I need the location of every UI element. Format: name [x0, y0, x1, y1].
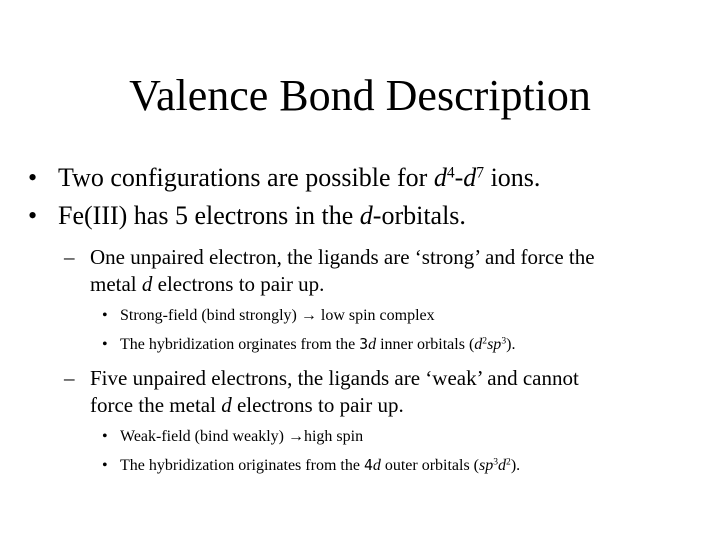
bullet-marker: •: [28, 163, 38, 192]
number: 4: [363, 457, 373, 474]
text: Two configurations are possible for: [58, 163, 434, 192]
text: high spin: [303, 428, 364, 445]
superscript: 2: [482, 335, 488, 347]
bullet-marker: •: [102, 428, 108, 445]
d-symbol: d: [141, 272, 153, 296]
text: electrons to pair up.: [231, 393, 404, 417]
dash-marker: –: [64, 245, 75, 269]
sp-symbol: sp: [479, 457, 494, 474]
d-symbol: d: [474, 336, 483, 353]
d-symbol: d: [221, 393, 232, 417]
d-symbol: d: [368, 336, 377, 353]
text: low spin complex: [316, 307, 435, 324]
sub-strong-line2: [90, 271, 324, 297]
dash: -: [454, 163, 464, 192]
dash-marker: –: [64, 366, 75, 390]
text: metal: [90, 272, 142, 296]
bullet-marker: •: [102, 457, 108, 474]
text: ions.: [484, 163, 541, 192]
d-symbol: d: [433, 163, 447, 192]
superscript: 3: [501, 335, 507, 347]
bullet-marker: •: [102, 336, 108, 353]
text: Weak-field (bind weakly): [120, 428, 288, 445]
sub-strong-line1: One unpaired electron, the ligands are ‘strong’ and force the: [90, 245, 595, 269]
text: ).: [506, 336, 516, 353]
bullet-marker: •: [28, 201, 38, 230]
text: The hybridization orginates from the: [120, 336, 360, 353]
sub-weak-line1: Five unpaired electrons, the ligands are ‘weak’ and cannot: [90, 366, 579, 390]
d-symbol: d: [359, 201, 373, 230]
superscript: 2: [506, 456, 511, 468]
sp-symbol: sp: [487, 336, 502, 353]
arrow-symbol: →: [287, 428, 304, 445]
item-strong-field: [120, 306, 435, 326]
item-weak-field: [120, 427, 363, 447]
text: force the metal: [90, 393, 222, 417]
text: Fe(III) has 5 electrons in the: [58, 201, 360, 230]
bullet-fe-iii: [58, 201, 466, 231]
superscript: 7: [476, 164, 485, 182]
text: ).: [510, 457, 521, 474]
d-symbol: d: [372, 457, 381, 474]
bullet-configurations: [58, 163, 540, 193]
text: electrons to pair up.: [152, 272, 325, 296]
bullet-marker: •: [102, 307, 108, 324]
text: outer orbitals (: [380, 457, 480, 474]
text: Strong-field (bind strongly): [120, 307, 301, 324]
text: inner orbitals (: [376, 336, 475, 353]
item-outer-orbitals: [120, 456, 520, 476]
number: 3: [359, 336, 369, 353]
d-symbol: d: [463, 163, 477, 192]
sub-weak-line2: [90, 392, 404, 418]
item-inner-orbitals: [120, 335, 515, 355]
text: The hybridization originates from the: [120, 457, 364, 474]
arrow-symbol: →: [300, 307, 317, 324]
superscript: 4: [446, 164, 455, 182]
d-symbol: d: [498, 457, 507, 474]
text: -orbitals.: [372, 201, 466, 230]
slide-title: Valence Bond Description: [129, 71, 591, 120]
superscript: 3: [493, 456, 499, 468]
